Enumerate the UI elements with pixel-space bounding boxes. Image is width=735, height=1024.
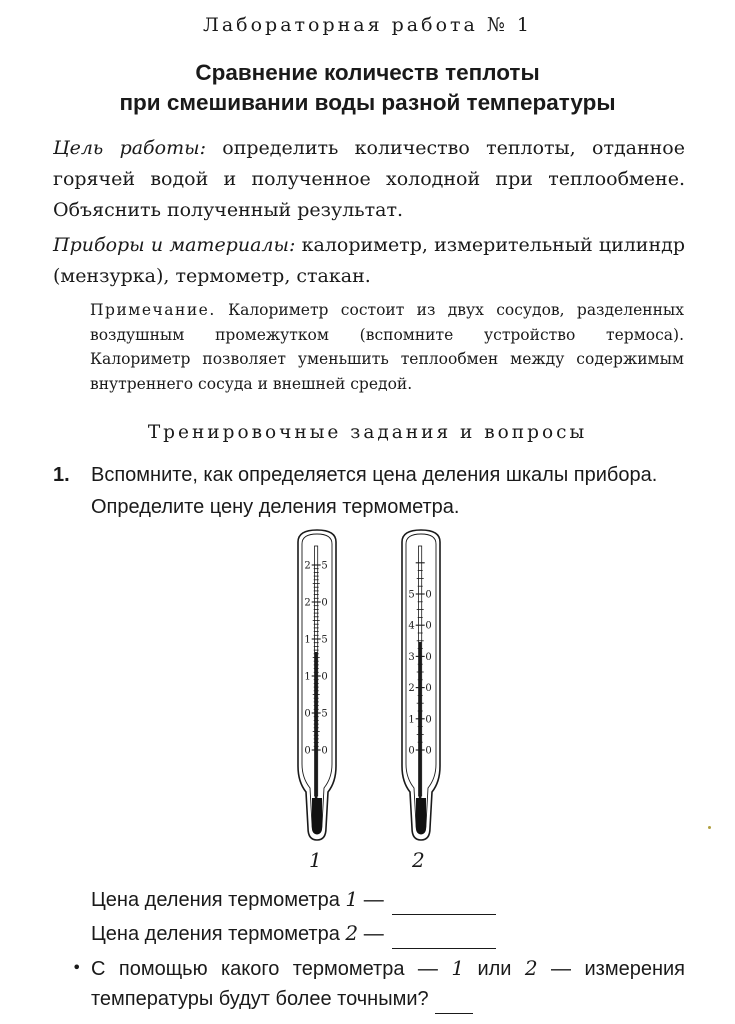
t2-scale-label: 0 <box>425 589 432 601</box>
question-bullet: • <box>72 958 82 977</box>
t1-scale-label: 5 <box>321 634 328 646</box>
t1-scale-label: 0 <box>321 671 328 683</box>
t1-scale-label: 1 <box>304 634 311 646</box>
lab-title: Лабораторная работа № 1 <box>202 14 533 36</box>
t2-scale-label: 5 <box>408 589 415 601</box>
main-title-line2: при смешивании воды разной температуры <box>119 90 616 115</box>
answer-2-prefix: Цена деления термометра <box>91 923 340 945</box>
t2-scale-label: 0 <box>425 714 432 726</box>
t2-scale-label: 0 <box>425 651 432 663</box>
t2-scale-label: 0 <box>425 620 432 632</box>
tools-lead: Приборы и материалы: <box>53 234 296 256</box>
question-or: или <box>464 958 525 980</box>
answer-2-dash: — <box>358 923 384 945</box>
note-lead: Примечание. <box>90 301 216 319</box>
task-number: 1. <box>53 464 70 486</box>
question-part2: — измерения температуры будут более точными? <box>91 958 685 1010</box>
question-blank[interactable] <box>435 993 473 1014</box>
task-text: Вспомните, как определяется цена деления шкалы прибора. Определите цену деления термометра. <box>91 464 658 518</box>
t2-scale-label: 0 <box>408 745 415 757</box>
t2-scale-label: 4 <box>408 620 415 632</box>
thermometer-2-icon <box>396 528 446 844</box>
question-accuracy <box>91 953 685 1014</box>
note-paragraph <box>90 298 684 396</box>
t1-scale-label: 2 <box>304 560 311 572</box>
thermometer-1-body <box>298 530 336 840</box>
main-title-line1: Сравнение количеств теплоты <box>195 60 540 85</box>
answer-2-blank[interactable] <box>392 926 496 949</box>
t1-scale-label: 0 <box>304 745 311 757</box>
t1-scale-label: 0 <box>304 708 311 720</box>
answer-line-1 <box>91 884 496 915</box>
tools-text: калориметр, измерительный цилиндр (мензурка), термометр, стакан. <box>53 234 685 287</box>
question-num1: 1 <box>451 956 465 980</box>
goal-lead: Цель работы: <box>53 137 206 159</box>
answer-1-blank[interactable] <box>392 892 496 915</box>
t1-scale-label: 0 <box>321 745 328 757</box>
question-num2: 2 <box>524 956 538 980</box>
main-title <box>0 58 735 118</box>
answer-1-prefix: Цена деления термометра <box>91 889 340 911</box>
t2-scale-label: 0 <box>425 683 432 695</box>
t2-scale-label: 2 <box>408 683 415 695</box>
print-speck <box>708 826 711 829</box>
answer-1-dash: — <box>358 889 384 911</box>
t2-scale-label: 1 <box>408 714 415 726</box>
thermometer-2-number: 2 <box>412 848 425 872</box>
answer-1-number: 1 <box>345 887 359 911</box>
t2-scale-label: 3 <box>408 651 415 663</box>
t1-scale-label: 0 <box>321 597 328 609</box>
answer-line-2 <box>91 918 496 949</box>
section-title: Тренировочные задания и вопросы <box>147 422 588 443</box>
goal-text: определить количество теплоты, отданное горячей водой и полученное холодной при теплообмене. Объяснить полученный результат. <box>53 137 685 221</box>
t1-scale-label: 5 <box>321 560 328 572</box>
answer-2-number: 2 <box>345 921 359 945</box>
goal-paragraph <box>53 133 685 226</box>
thermometer-1-icon <box>292 528 342 844</box>
t1-scale-label: 1 <box>304 671 311 683</box>
tools-paragraph <box>53 230 685 292</box>
t2-scale-label: 0 <box>425 745 432 757</box>
thermometer-1-number: 1 <box>309 848 322 872</box>
t1-scale-label: 2 <box>304 597 311 609</box>
t1-scale-label: 5 <box>321 708 328 720</box>
note-text: Калориметр состоит из двух сосудов, разделенных воздушным промежутком (вспомните устройство термоса). Калориметр позволяет уменьшить теплообмен между содержимым внутреннего сосуда и внешней средой. <box>90 301 684 393</box>
question-part1: С помощью какого термометра — <box>91 958 452 980</box>
